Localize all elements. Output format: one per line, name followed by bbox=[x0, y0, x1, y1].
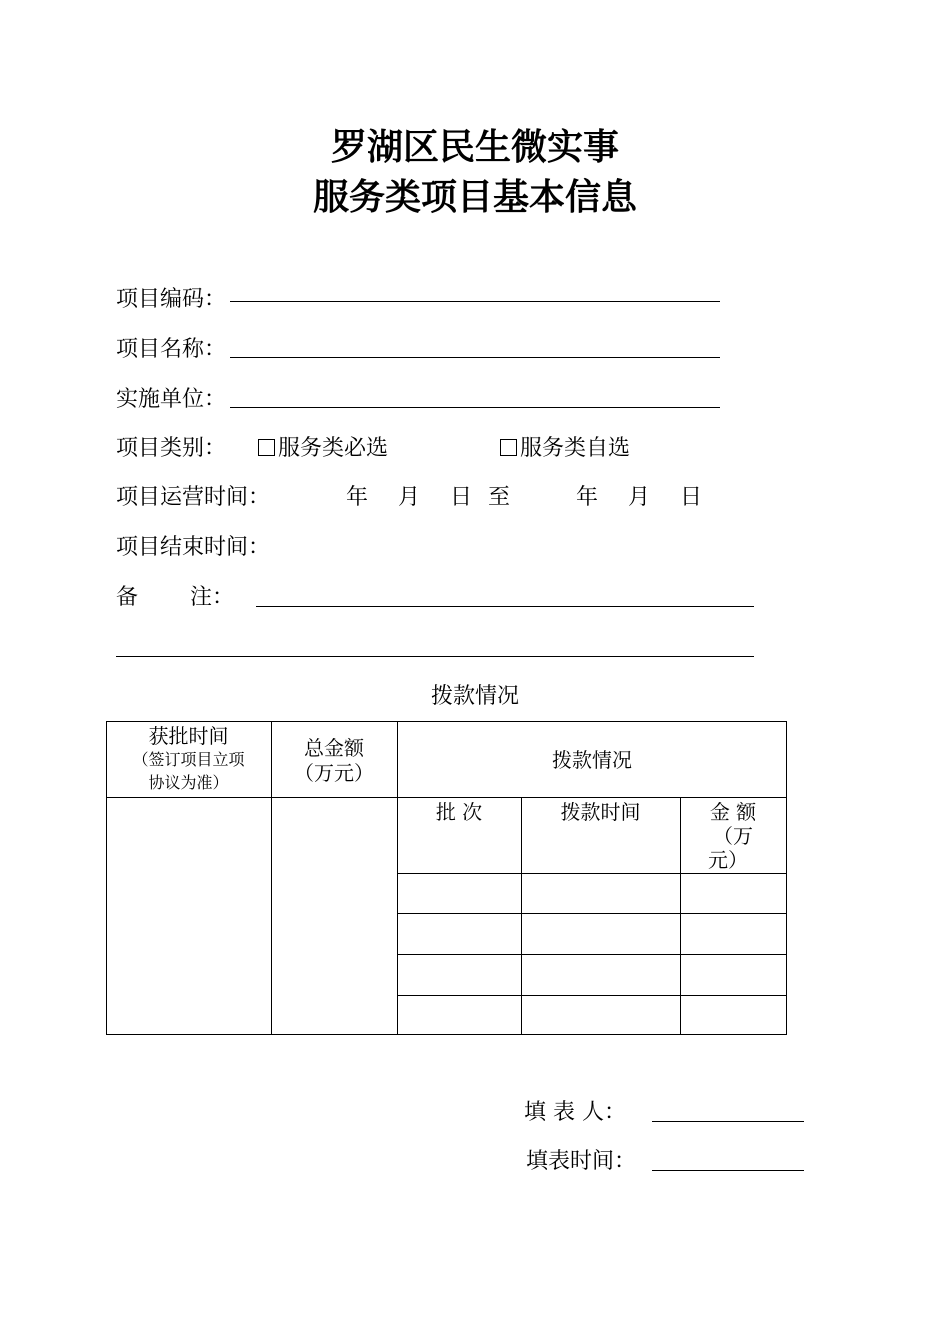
subheader-funding-time: 拨款时间 bbox=[560, 800, 641, 824]
project-code-line[interactable] bbox=[230, 301, 720, 302]
project-code-label: 项目编码： bbox=[116, 287, 227, 312]
fill-date-line[interactable] bbox=[652, 1170, 804, 1171]
checkbox-icon[interactable] bbox=[500, 439, 517, 456]
table-col-line bbox=[521, 797, 522, 1035]
project-name-label: 项目名称： bbox=[116, 337, 227, 362]
category-option-optional-label: 服务类自选 bbox=[520, 436, 631, 461]
subheader-amount: 金 额 bbox=[709, 800, 757, 824]
project-name-line[interactable] bbox=[230, 357, 720, 358]
funding-caption: 拨款情况 bbox=[430, 684, 519, 709]
table-row-line bbox=[397, 995, 787, 996]
category-option-required[interactable] bbox=[258, 435, 388, 463]
implementing-unit-label: 实施单位： bbox=[116, 387, 227, 412]
filler-line[interactable] bbox=[652, 1121, 804, 1122]
remark-line-2[interactable] bbox=[116, 656, 754, 657]
subheader-amount-unit-1: （万 bbox=[713, 824, 753, 848]
checkbox-icon[interactable] bbox=[258, 439, 275, 456]
start-year-label: 年 bbox=[346, 485, 369, 510]
table-row-line bbox=[397, 873, 787, 874]
remark-label-b: 注： bbox=[190, 585, 235, 610]
start-day-label: 日 bbox=[450, 485, 473, 510]
header-approval-note-2: 协议为准） bbox=[148, 773, 229, 792]
remark-label-a: 备 bbox=[116, 585, 139, 610]
table-row-line bbox=[397, 954, 787, 955]
end-month-label: 月 bbox=[628, 485, 651, 510]
category-option-required-label: 服务类必选 bbox=[278, 436, 389, 461]
end-year-label: 年 bbox=[576, 485, 599, 510]
remark-line-1[interactable] bbox=[256, 606, 754, 607]
table-header-divider bbox=[106, 797, 787, 798]
title-line-1: 罗湖区民生微实事 bbox=[330, 127, 619, 168]
table-border-bottom bbox=[106, 1034, 787, 1035]
subheader-batch: 批 次 bbox=[435, 800, 483, 824]
table-border-top bbox=[106, 721, 787, 722]
implementing-unit-line[interactable] bbox=[230, 407, 720, 408]
title-line-2: 服务类项目基本信息 bbox=[312, 177, 637, 218]
period-to-label: 至 bbox=[488, 485, 511, 510]
subheader-amount-unit-2: 元） bbox=[708, 848, 748, 872]
end-time-label: 项目结束时间： bbox=[116, 535, 271, 560]
operation-period-label: 项目运营时间： bbox=[116, 485, 271, 510]
header-approval-time: 获批时间 bbox=[148, 724, 229, 748]
category-option-optional[interactable] bbox=[500, 435, 630, 463]
project-category-label: 项目类别： bbox=[116, 436, 227, 461]
header-total-amount: 总金额 bbox=[304, 736, 364, 760]
filler-label: 填 表 人： bbox=[524, 1100, 626, 1125]
start-month-label: 月 bbox=[398, 485, 421, 510]
table-row-line bbox=[397, 913, 787, 914]
end-day-label: 日 bbox=[680, 485, 703, 510]
header-funding: 拨款情况 bbox=[552, 748, 632, 772]
fill-date-label: 填表时间： bbox=[526, 1149, 637, 1174]
header-total-amount-unit: （万元） bbox=[294, 761, 374, 785]
header-approval-note-1: （签订项目立项 bbox=[132, 750, 245, 769]
